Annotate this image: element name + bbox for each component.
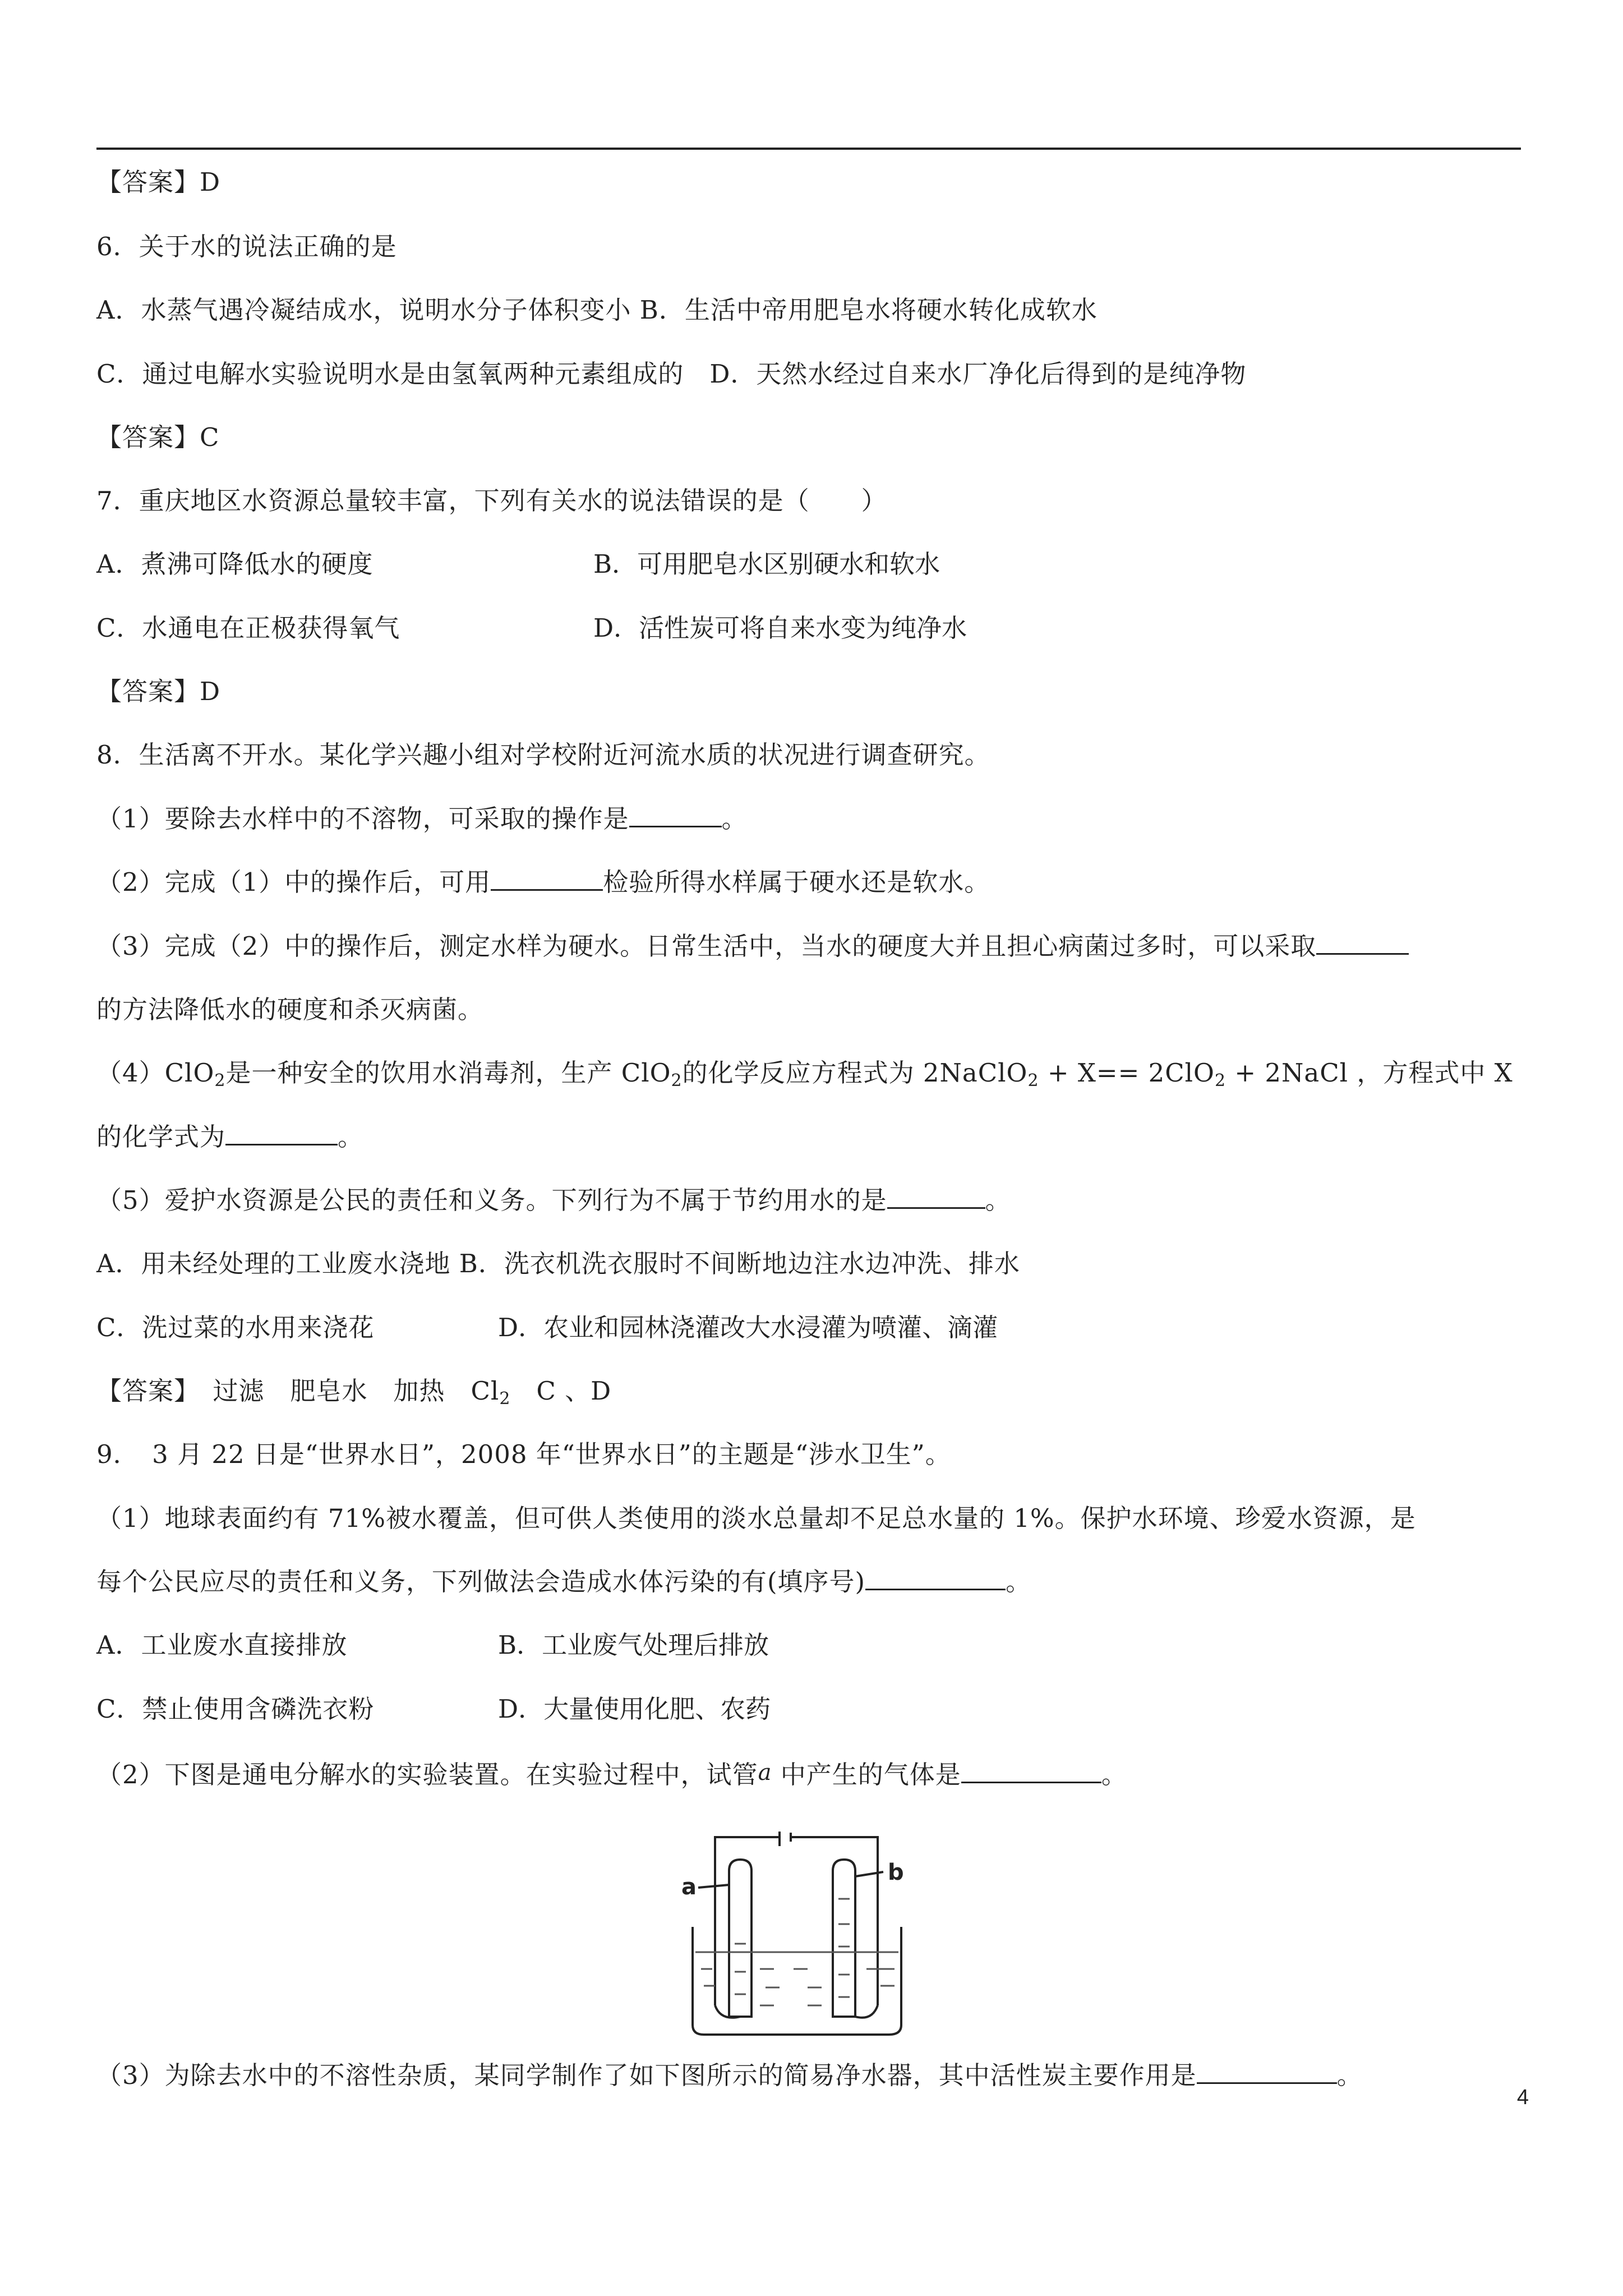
question-8-stem: 8．生活离不开水。某化学兴趣小组对学校附近河流水质的状况进行调查研究。	[96, 740, 990, 770]
question-9-part-2: （2）下图是通电分解水的实验装置。在实验过程中，试管a 中产生的气体是 。	[96, 1760, 1127, 1789]
question-7-option-d: D．活性炭可将自来水变为纯净水	[593, 613, 967, 643]
question-9-option-d: D．大量使用化肥、农药	[498, 1694, 771, 1724]
question-6-stem: 6．关于水的说法正确的是	[96, 232, 397, 261]
question-7-option-b: B．可用肥皂水区别硬水和软水	[593, 549, 940, 579]
question-9-option-c: C．禁止使用含磷洗衣粉	[96, 1694, 375, 1724]
question-7-option-a: A．煮沸可降低水的硬度	[96, 549, 374, 579]
question-9-part-1: （1）地球表面约有 71%被水覆盖，但可供人类使用的淡水总量却不足总水量的 1%。保护水环境、珍爱水资源，是	[96, 1503, 1416, 1533]
answer-7: 【答案】D	[96, 677, 221, 706]
question-8-part-3-cont: 的方法降低水的硬度和杀灭病菌。	[96, 995, 484, 1024]
header-rule	[96, 148, 1521, 150]
question-8-option-d: D．农业和园林浇灌改大水浸灌为喷灌、滴灌	[498, 1313, 998, 1342]
question-8-part-4-cont: 的化学式为 。	[96, 1122, 364, 1152]
question-8-option-c: C．洗过菜的水用来浇花	[96, 1313, 375, 1342]
question-9-option-b: B．工业废气处理后排放	[498, 1630, 769, 1660]
question-9-stem: 9． 3 月 22 日是“世界水日”，2008 年“世界水日”的主题是“涉水卫生”。	[96, 1439, 951, 1469]
question-7-option-c: C．水通电在正极获得氧气	[96, 613, 400, 643]
question-9-part-3: （3）为除去水中的不溶性杂质，某同学制作了如下图所示的简易净水器，其中活性炭主要作用是 。	[96, 2060, 1363, 2090]
question-6-options-ab: A．水蒸气遇冷凝结成水，说明水分子体积变小 B．生活中帝用肥皂水将硬水转化成软水	[96, 295, 1098, 325]
question-6-options-cd: C．通过电解水实验说明水是由氢氧两种元素组成的 D．天然水经过自来水厂净化后得到的是纯净物	[96, 359, 1247, 389]
question-8-part-1: （1）要除去水样中的不溶物，可采取的操作是 。	[96, 804, 748, 834]
question-7-stem: 7．重庆地区水资源总量较丰富，下列有关水的说法错误的是（ ）	[96, 486, 887, 516]
answer-6: 【答案】C	[96, 422, 220, 452]
question-9-option-a: A．工业废水直接排放	[96, 1630, 348, 1660]
question-8-options-ab: A．用未经处理的工业废水浇地 B．洗衣机洗衣服时不间断地边注水边冲洗、排水	[96, 1249, 1020, 1278]
tube-b-label: b	[888, 1860, 904, 1885]
question-8-part-3: （3）完成（2）中的操作后，测定水样为硬水。日常生活中，当水的硬度大并且担心病菌过多时，可以采取	[96, 930, 1409, 963]
electrolysis-apparatus-figure	[681, 1832, 917, 2045]
question-9-part-1-cont: 每个公民应尽的责任和义务，下列做法会造成水体污染的有(填序号) 。	[96, 1567, 1032, 1596]
answer-8: 【答案】 过滤 肥皂水 加热 $Cl_2$ C 、D	[96, 1376, 612, 1409]
page-number: 4	[1516, 2086, 1529, 2109]
question-8-part-4: （4）ClO$_2$是一种安全的饮用水消毒剂，生产 ClO$_2$的化学反应方程式为 2NaClO$_2$ + X== 2ClO$_2$ + 2NaCl ，方程式中 X	[96, 1058, 1513, 1091]
question-8-part-5: （5）爱护水资源是公民的责任和义务。下列行为不属于节约用水的是 。	[96, 1185, 1011, 1215]
question-8-part-2: （2）完成（1）中的操作后，可用 检验所得水样属于硬水还是软水。	[96, 867, 990, 897]
answer-5: 【答案】D	[96, 167, 221, 197]
tube-a-label: a	[681, 1874, 697, 1900]
